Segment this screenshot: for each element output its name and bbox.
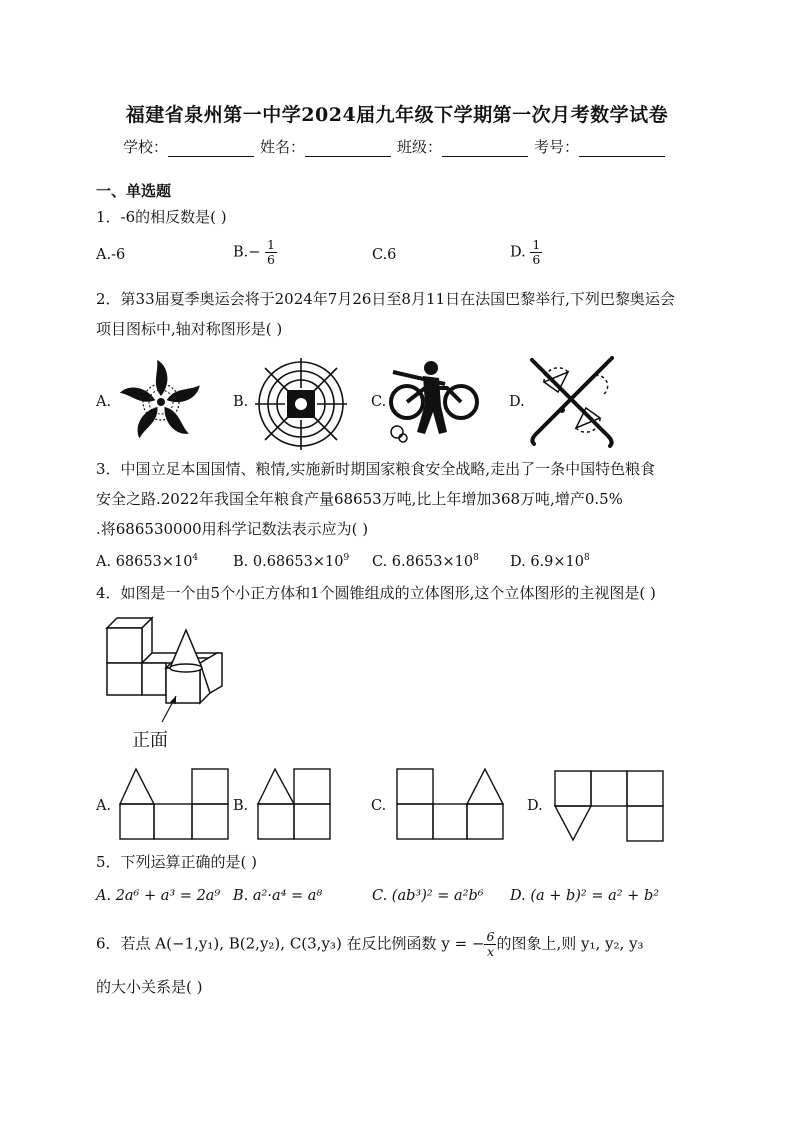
option-d-view (553, 770, 665, 843)
q2-option-d[interactable]: D. (509, 394, 525, 410)
q4-option-b[interactable]: B. (233, 798, 249, 814)
name-label: 姓名： (260, 138, 306, 156)
q1-option-a[interactable]: A.-6 (96, 247, 126, 263)
option-c-view (395, 767, 505, 840)
class-field[interactable] (397, 136, 528, 157)
cyclist-icon (385, 360, 481, 446)
question-3-line1: 3．中国立足本国国情、粮情,实施新时期国家粮食安全战略,走出了一条中国特色粮食 (96, 460, 656, 478)
q1-option-c[interactable]: C.6 (372, 247, 397, 263)
front-label: 正面 (132, 730, 168, 751)
q2-option-b[interactable]: B. (233, 394, 249, 410)
q2-option-c[interactable]: C. (371, 394, 387, 410)
q5-option-a[interactable]: A. 2a⁶ + a³ = 2a⁹ (96, 888, 221, 904)
q5-option-d[interactable]: D. (a + b)² = a² + b² (510, 888, 660, 904)
option-a-view (118, 767, 230, 840)
q4-option-a[interactable]: A. (96, 798, 112, 814)
target-icon (255, 358, 347, 450)
q3-option-c[interactable]: C. $6.8653\times 10^8$ (372, 553, 479, 570)
question-1-stem: 1．-6的相反数是( ) (96, 208, 227, 226)
question-5-stem: 5．下列运算正确的是( ) (96, 853, 258, 871)
question-3-line3: .将686530000用科学记数法表示应为( ) (96, 520, 369, 538)
q3-option-a[interactable]: A. $68653\times 10^4$ (96, 553, 199, 570)
section-heading: 一、单选题 (96, 182, 172, 200)
q1-option-d[interactable]: D. $\frac{1}{6}$ (510, 238, 542, 267)
school-label: 学校： (123, 138, 169, 156)
q3-option-b[interactable]: B. $0.68653\times 10^9$ (233, 553, 350, 570)
pinwheel-icon (114, 358, 208, 446)
q3-option-d[interactable]: D. $6.9\times 10^8$ (510, 553, 590, 570)
class-label: 班级： (397, 138, 443, 156)
page-title: 福建省泉州第一中学2024届九年级下学期第一次月考数学试卷 (125, 104, 669, 126)
question-6-line2: 的大小关系是( ) (96, 978, 203, 996)
option-b-view (256, 767, 332, 840)
q4-option-d[interactable]: D. (527, 798, 543, 814)
q5-option-c[interactable]: C. (ab³)² = a²b⁶ (372, 888, 484, 904)
question-4-stem: 4．如图是一个由5个小正方体和1个圆锥组成的立体图形,这个立体图形的主视图是( ) (96, 584, 656, 602)
question-3-line2: 安全之路.2022年我国全年粮食产量68653万吨,比上年增加368万吨,增产0.5% (96, 490, 623, 508)
q5-option-b[interactable]: B. a²·a⁴ = a⁸ (233, 888, 323, 904)
hockey-icon (524, 352, 620, 448)
school-field[interactable] (123, 136, 254, 157)
q4-option-c[interactable]: C. (371, 798, 387, 814)
solid-figure (104, 618, 226, 718)
question-2-line1: 2．第33届夏季奥运会将于2024年7月26日至8月11日在法国巴黎举行,下列巴黎奥运会 (96, 290, 675, 308)
name-field[interactable] (260, 136, 391, 157)
q1-option-b[interactable]: B.− $\frac{1}{6}$ (233, 238, 277, 267)
number-label: 考号： (534, 138, 580, 156)
question-6-stem: 6．若点 A(−1,y₁), B(2,y₂), C(3,y₃) 在反比例函数 y = − $\frac{6}{x}$ 的图象上,则 y₁, y₂, y₃ (96, 929, 644, 959)
number-field[interactable] (534, 136, 665, 157)
q2-option-a[interactable]: A. (96, 394, 112, 410)
question-2-line2: 项目图标中,轴对称图形是( ) (96, 320, 283, 338)
